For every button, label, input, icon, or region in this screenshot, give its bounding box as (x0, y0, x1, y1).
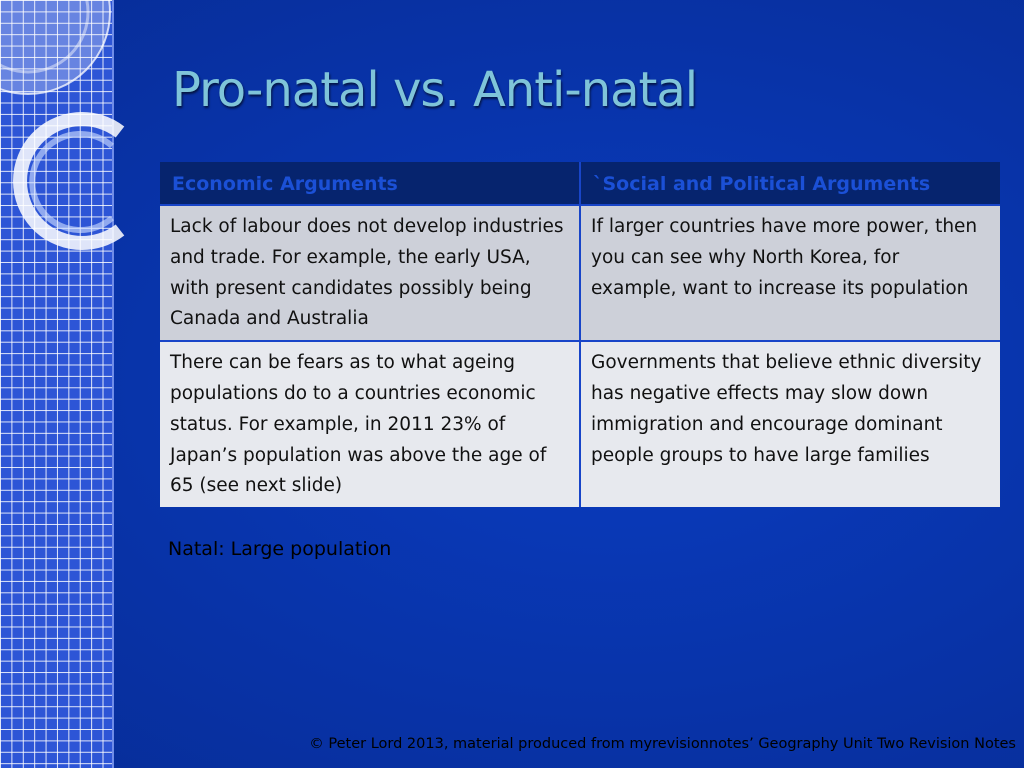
deco-arc-inner (32, 134, 112, 230)
arguments-table (160, 162, 1000, 507)
table-cell-social: If larger countries have more power, then you can see why North Korea, for example, want to increase its population (580, 205, 1000, 341)
table-header-row (160, 162, 1000, 205)
table-cell-economic: Lack of labour does not develop industries and trade. For example, the early USA, with present candidates possibly being Canada and Australia (160, 205, 580, 341)
header-economic-arguments: Economic Arguments (160, 162, 580, 205)
decorative-circles (0, 0, 140, 320)
natal-note: Natal: Large population (168, 538, 392, 560)
arguments-table-wrapper (160, 162, 1000, 507)
table-row (160, 341, 1000, 507)
slide-title: Pro-natal vs. Anti-natal (172, 62, 698, 118)
table-row (160, 205, 1000, 341)
copyright-footer: © Peter Lord 2013, material produced from myrevisionnotes’ Geography Unit Two Revision Notes (309, 736, 1016, 752)
table-cell-social: Governments that believe ethnic diversity has negative effects may slow down immigration and encourage dominant people groups to have large families (580, 341, 1000, 507)
deco-circle-large (0, 0, 110, 94)
header-social-political-arguments: `Social and Political Arguments (580, 162, 1000, 205)
table-cell-economic: There can be fears as to what ageing populations do to a countries economic status. For example, in 2011 23% of Japan’s population was above the age of 65 (see next slide) (160, 341, 580, 507)
